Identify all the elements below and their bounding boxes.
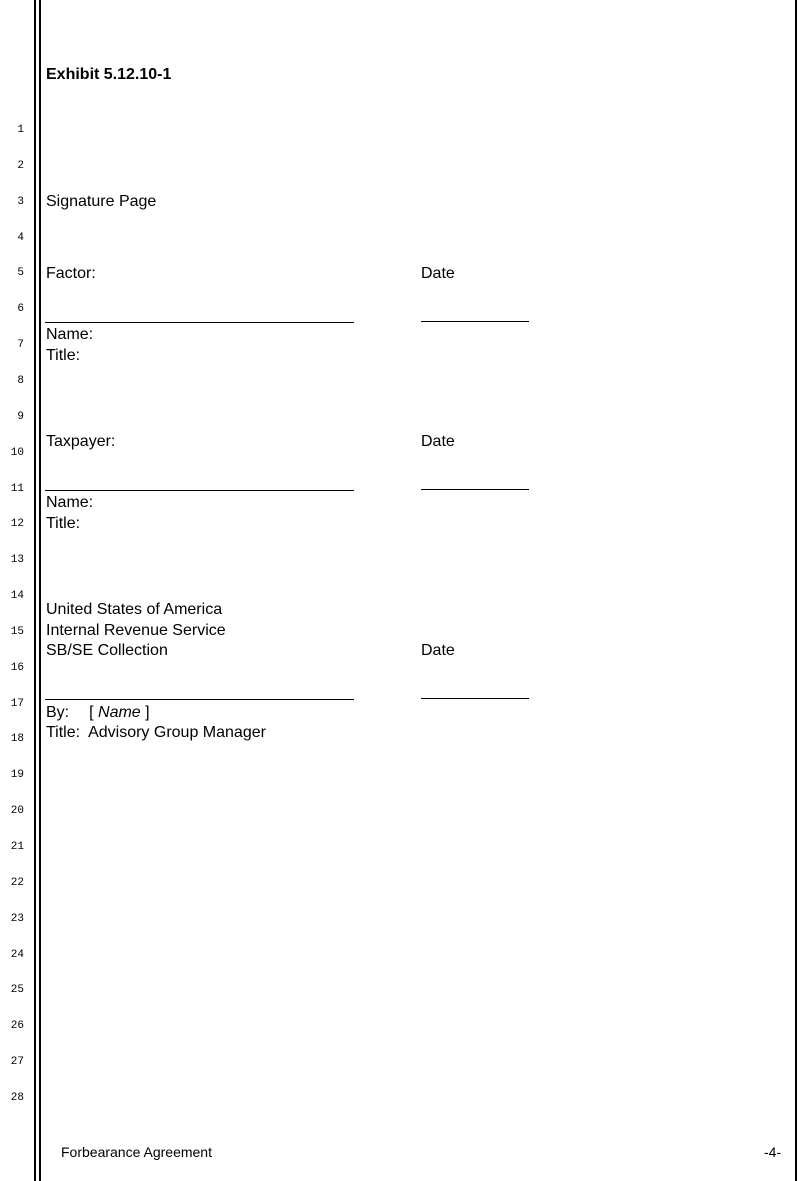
line-number: 26 xyxy=(10,1020,24,1033)
line-number: 13 xyxy=(10,554,24,567)
irs-by-row xyxy=(46,703,150,723)
line-number: 2 xyxy=(17,159,24,172)
taxpayer-title-label: Title: xyxy=(46,515,81,532)
line-number: 19 xyxy=(10,769,24,782)
line-number: 25 xyxy=(10,984,24,997)
page-heading: Signature Page xyxy=(46,193,157,210)
left-margin-line-inner xyxy=(39,0,41,1181)
irs-title-value: Advisory Group Manager xyxy=(88,724,266,741)
irs-date-line[interactable] xyxy=(421,698,529,699)
irs-by-bracket-close: ] xyxy=(140,704,150,721)
irs-title-label: Title: xyxy=(46,724,81,741)
taxpayer-signature-line[interactable] xyxy=(45,490,354,491)
taxpayer-name-label: Name: xyxy=(46,494,94,511)
line-number: 1 xyxy=(17,124,24,136)
right-margin-line xyxy=(795,0,797,1181)
irs-title-row xyxy=(46,723,266,743)
line-number: 10 xyxy=(10,446,24,459)
line-number: 9 xyxy=(17,410,24,423)
line-number: 20 xyxy=(10,805,24,818)
left-margin-line-outer xyxy=(34,0,36,1181)
line-number: 15 xyxy=(10,625,24,638)
irs-line-1: United States of America xyxy=(46,601,223,618)
factor-signature-line[interactable] xyxy=(45,322,354,323)
irs-by-bracket-open: [ xyxy=(89,704,99,721)
factor-title-label: Title: xyxy=(46,347,81,364)
irs-line-2: Internal Revenue Service xyxy=(46,622,226,639)
factor-label: Factor: xyxy=(46,265,96,282)
line-number: 27 xyxy=(10,1056,24,1069)
line-number: 7 xyxy=(17,339,24,352)
line-number: 14 xyxy=(10,590,24,603)
factor-name-label: Name: xyxy=(46,326,94,343)
taxpayer-date-label: Date xyxy=(421,433,455,450)
line-number: 22 xyxy=(10,876,24,889)
irs-date-label: Date xyxy=(421,642,455,659)
line-number: 11 xyxy=(10,482,24,495)
line-number: 5 xyxy=(17,267,24,280)
taxpayer-date-line[interactable] xyxy=(421,489,529,490)
factor-date-label: Date xyxy=(421,265,455,282)
factor-date-line[interactable] xyxy=(421,321,529,322)
line-number: 18 xyxy=(10,733,24,746)
footer-page-number: -4- xyxy=(764,1144,782,1160)
line-number: 8 xyxy=(17,374,24,387)
line-number: 12 xyxy=(10,518,24,531)
footer-document-name: Forbearance Agreement xyxy=(61,1144,212,1160)
exhibit-title: Exhibit 5.12.10-1 xyxy=(46,66,172,83)
irs-line-3: SB/SE Collection xyxy=(46,642,168,659)
line-number: 4 xyxy=(17,231,24,244)
line-number: 23 xyxy=(10,912,24,925)
line-number: 17 xyxy=(10,697,24,710)
line-number: 21 xyxy=(10,841,24,853)
line-number: 28 xyxy=(10,1091,24,1104)
taxpayer-label: Taxpayer: xyxy=(46,433,116,450)
irs-by-label: By: xyxy=(46,704,70,721)
irs-by-name-placeholder: Name xyxy=(98,704,141,721)
line-number: 6 xyxy=(17,303,24,316)
line-number: 16 xyxy=(10,661,24,674)
line-number: 3 xyxy=(17,195,24,208)
line-number: 24 xyxy=(10,948,24,961)
irs-signature-line[interactable] xyxy=(45,699,354,700)
